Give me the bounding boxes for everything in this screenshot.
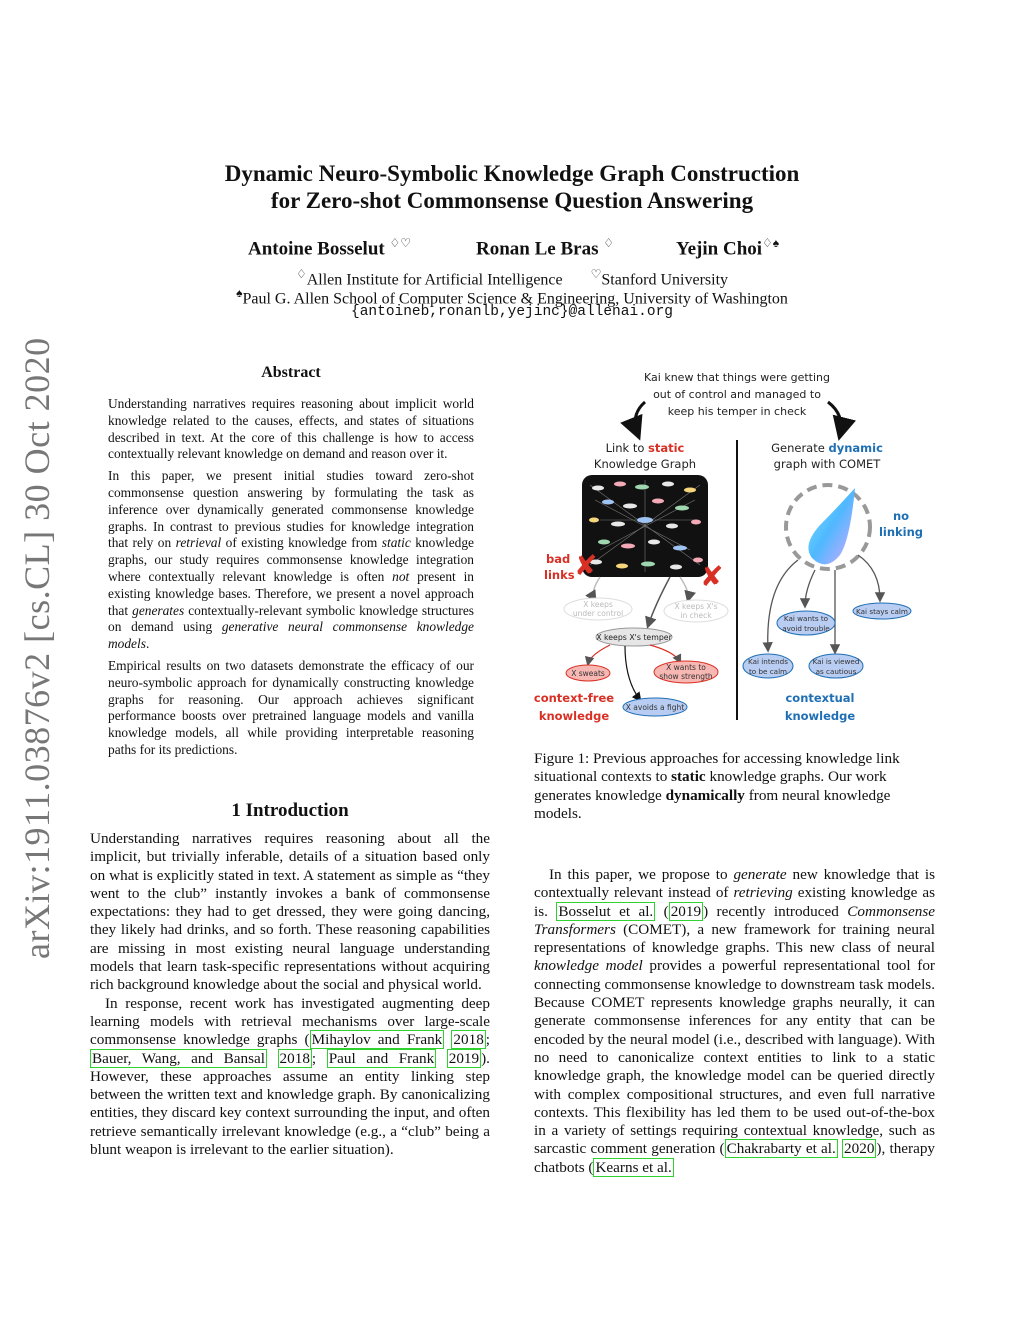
abstract-heading: Abstract bbox=[261, 364, 321, 381]
cross-mark-icon: ✘ bbox=[700, 560, 724, 593]
abstract-paragraph-3: Empirical results on two datasets demonstrate the efficacy of our neuro-symbolic approach for dynamically constructing knowledge graphs for reasoning. Our approach achieves significant performance boosts over pretrained language models and vanilla knowledge models, all while providing interpretable reasoning paths for its predictions. bbox=[108, 657, 474, 757]
author-list bbox=[0, 236, 1024, 264]
edge-arrow bbox=[858, 555, 880, 600]
citation-link[interactable]: Mihaylov and Frank bbox=[311, 1031, 443, 1049]
dynamic-graph-heading-line-2: graph with COMET bbox=[773, 457, 881, 471]
contextual-label-line-2: knowledge bbox=[784, 709, 856, 723]
author-3: Yejin Choi♢♠ bbox=[676, 236, 780, 260]
comet-model-icon bbox=[808, 488, 855, 564]
edge-arrow bbox=[680, 577, 688, 600]
arxiv-stamp: arXiv:1911.03876v2 [cs.CL] 30 Oct 2020 bbox=[17, 337, 57, 959]
node-text: show strength bbox=[659, 672, 713, 681]
title-line-2: for Zero-shot Commonsense Question Answering bbox=[270, 188, 754, 213]
abstract-paragraph-2: In this paper, we present initial studies toward zero-shot commonsense question answering by formulating the task as inference over dynamically generated commonsense knowledge graphs. In contrast to previous studies for knowledge integration that rely on retrieval of existing knowledge from static knowledge graphs, our study requires commonsense knowledge integration where contextually relevant knowledge is often not present in existing knowledge bases. Therefore, we present a novel approach that generates contextually-relevant symbolic knowledge structures on demand using generative neural commonsense knowledge models. bbox=[108, 468, 475, 652]
citation-year-link[interactable]: 2018 bbox=[453, 1031, 484, 1049]
node-text: as cautious bbox=[815, 667, 857, 676]
static-kg-heading: Link to static bbox=[605, 441, 685, 455]
bad-links-label-line-2: links bbox=[544, 568, 575, 582]
citation-link[interactable]: Bauer, Wang, and Bansal bbox=[92, 1049, 265, 1067]
bad-links-label-line-1: bad bbox=[546, 552, 571, 566]
contextual-label-line-1: contextual bbox=[785, 691, 855, 705]
context-line-2: out of control and managed to bbox=[653, 388, 821, 401]
node-text: in check bbox=[680, 611, 712, 620]
node-text: X sweats bbox=[571, 669, 605, 678]
no-linking-label-line-2: linking bbox=[878, 525, 924, 539]
context-line-3: keep his temper in check bbox=[667, 405, 807, 418]
affiliation-line-1: ♢Allen Institute for Artificial Intelligence ♡Stanford University bbox=[295, 267, 729, 289]
node-text: Kai wants to bbox=[783, 614, 829, 623]
right-column-body bbox=[534, 866, 935, 1177]
author-2: Ronan Le Bras ♢ bbox=[476, 236, 614, 260]
node-text: under control bbox=[572, 609, 624, 618]
dynamic-graph-heading: Generate dynamic bbox=[771, 441, 883, 455]
edge-arrow bbox=[805, 570, 815, 606]
citation-link[interactable]: Kearns et al. bbox=[595, 1158, 672, 1176]
figure-1-caption: Figure 1: Previous approaches for accessing knowledge link situational contexts to static knowledge graphs. Our work generates knowledge dynamically from neural knowledge models. bbox=[534, 750, 900, 822]
context-line-1: Kai knew that things were getting bbox=[644, 371, 830, 384]
edge-arrow bbox=[588, 645, 610, 664]
citation-link[interactable]: Chakrabarty et al. bbox=[726, 1140, 836, 1158]
static-knowledge-graph-image bbox=[582, 475, 708, 577]
context-free-label-line-1: context-free bbox=[533, 691, 615, 705]
introduction-body bbox=[90, 830, 490, 1159]
edge-arrow bbox=[650, 645, 680, 662]
citation-year-link[interactable]: 2019 bbox=[448, 1049, 480, 1067]
citation-year-link[interactable]: 2018 bbox=[279, 1049, 310, 1067]
title-line-1: Dynamic Neuro-Symbolic Knowledge Graph Construction bbox=[224, 161, 800, 186]
citation-year-link[interactable]: 2019 bbox=[670, 902, 702, 920]
intro-paragraph-2: In response, recent work has investigated augmenting deep learning models with retrieval mechanisms over large-scale commonsense knowledge graphs ( Mihaylov and Frank 2018 ; Bauer, Wang, and Bansal 2018 ; Paul and Frank 2019 ). However, these approaches assume an entity linking step between the written text and knowledge graph. By canonicalizing entities, they discard key context surrounding the input, and often retrieve semantically irrelevant knowledge (e.g., a “club” being a blunt weapon is irrelevant to the earlier situation). bbox=[90, 994, 491, 1159]
author-emails: {antoineb,ronanlb,yejinc}@allenai.org bbox=[351, 304, 673, 320]
cross-mark-icon: ✘ bbox=[574, 549, 598, 582]
introduction-heading: 1 Introduction bbox=[231, 800, 349, 821]
context-to-dynamic-arrow bbox=[828, 402, 841, 435]
node-text: X avoids a fight bbox=[625, 703, 685, 712]
node-text: to be calm bbox=[748, 667, 788, 676]
node-text: Kai stays calm bbox=[856, 607, 908, 616]
context-free-label-line-2: knowledge bbox=[538, 709, 610, 723]
intro-paragraph-1: Understanding narratives requires reasoning about all the implicit, but trivially inferable, details of a situation based only on what is explicitly stated in text. A statement as simple as “they went to the club” instantly invokes a bank of commonsense expectations: they had to get dressed, they were going dancing, they likely had drinks, and so forth. These reasoning capabilities are missing in most existing neural language understanding models that learn task-specific representations without acquiring rich background knowledge about the social and physical world. bbox=[90, 830, 490, 994]
node-text: X keeps X's bbox=[674, 602, 718, 611]
edge-arrow bbox=[768, 560, 798, 650]
static-kg-heading-line-2: Knowledge Graph bbox=[593, 457, 697, 471]
abstract-paragraph-1: Understanding narratives requires reasoning about implicit world knowledge related to the causes, effects, and states of situations described in text. At the core of this challenge is how to access contextually relevant knowledge on demand and reason over it. bbox=[108, 396, 474, 462]
figure-1-diagram bbox=[530, 360, 940, 740]
node-text: X keeps bbox=[583, 600, 613, 609]
no-linking-label-line-1: no bbox=[892, 509, 910, 523]
citation-year-link[interactable]: 2020 bbox=[844, 1140, 875, 1158]
citation-link[interactable]: Paul and Frank bbox=[328, 1049, 435, 1067]
right-paragraph-1: In this paper, we propose to generate new knowledge that is contextually relevant instead of retrieving existing knowledge as is. Bosselut et al. ( 2019 ) recently introduced Commonsense Transformers (COMET), a new framework for training neural representations of knowledge graphs. This new class of neural knowledge model provides a powerful representational tool for connecting commonsense knowledge to downstream task models. Because COMET represents knowledge graphs neurally, it can generate commonsense inferences for any entity that can be encoded by the neural model (i.e., described with language). With no need to canonicalize context entities to link to a static knowledge graph, the knowledge model can be queried directly with complex compositional structures, and even full narrative contexts. This flexibility has led them to be used out-of-the-box in a variety of settings requiring contextual knowledge, such as sarcastic comment generation ( Chakrabarty et al. 2020 ), therapy chatbots ( Kearns et al. bbox=[534, 866, 936, 1176]
edge-arrow bbox=[648, 577, 670, 626]
node-text: avoid trouble bbox=[782, 624, 830, 633]
node-text: X keeps X's temper bbox=[596, 633, 672, 642]
node-text: X wants to bbox=[666, 663, 706, 672]
paper-title bbox=[0, 160, 1024, 214]
affiliation-line-2: ♠Paul G. Allen School of Computer Science & Engineering, University of Washington bbox=[236, 286, 788, 308]
abstract-body bbox=[108, 396, 474, 764]
context-to-static-arrow bbox=[635, 402, 645, 435]
edge-arrow bbox=[625, 646, 640, 700]
author-1: Antoine Bosselut ♢♡ bbox=[248, 236, 411, 260]
node-text: Kai intends bbox=[748, 657, 788, 666]
citation-link[interactable]: Bosselut et al. bbox=[558, 902, 654, 920]
node-text: Kai is viewed bbox=[812, 657, 860, 666]
